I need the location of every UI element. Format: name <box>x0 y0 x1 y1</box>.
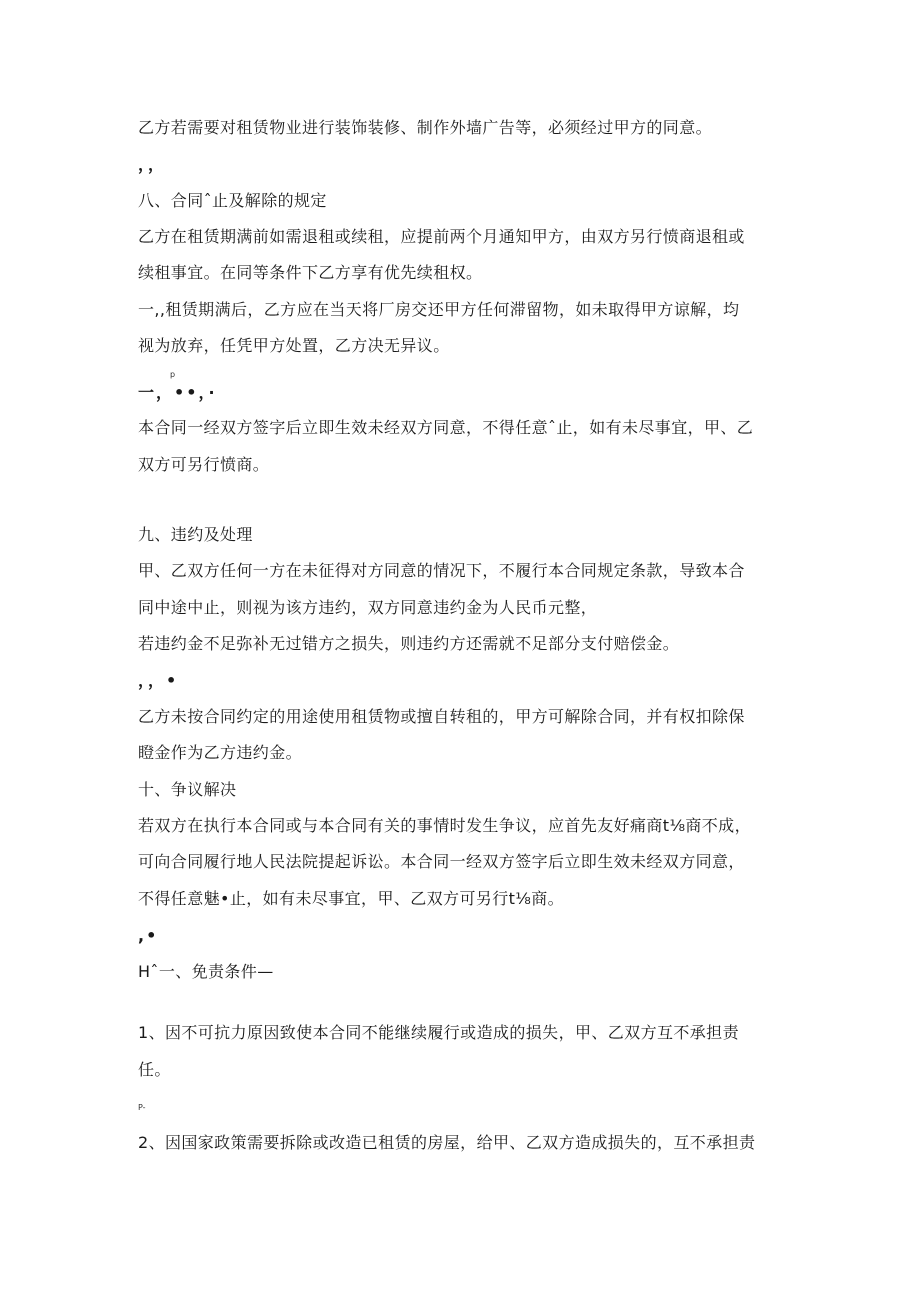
text-line-9: 同中途中止，则视为该方违约，双方同意违约金为人民币元整， <box>138 598 598 617</box>
text-line-3: 续租事宜。在同等条件下乙方享有优先续租权。 <box>138 263 483 282</box>
text-marks-2: 一，••，· <box>138 383 217 402</box>
text-line-17: 任。 <box>138 1060 171 1079</box>
section-heading-11: Hˆ一、免责条件— <box>138 962 274 981</box>
section-heading-8: 八、合同ˆ止及解除的规定 <box>138 191 327 210</box>
text-line-13: 若双方在执行本合同或与本合同有关的事情时发生争议，应首先友好痛商t⅛商不成， <box>138 816 751 835</box>
text-line-5: 视为放弃，任凭甲方处置，乙方决无异议。 <box>138 336 450 355</box>
text-line-18: 2、因国家政策需要拆除或改造已租赁的房屋，给甲、乙双方造成损失的，互不承担责 <box>138 1133 756 1152</box>
text-line-8: 甲、乙双方任何一方在未征得对方同意的情况下，不履行本合同规定条款，导致本合 <box>138 561 745 580</box>
text-marks-1: ，， <box>138 155 167 174</box>
text-line-14: 可向合同履行地人民法院提起诉讼。本合同一经双方签字后立即生效未经双方同意， <box>138 852 745 871</box>
text-line-4: 一,,租赁期满后，乙方应在当天将厂房交还甲方任何滞留物，如未取得甲方谅解，均 <box>138 300 740 319</box>
stray-mark-1: p <box>170 370 176 379</box>
text-line-15: 不得任意魅•止，如有未尽事宜，甲、乙双方可另行t⅛商。 <box>138 889 565 908</box>
text-line-16: 1、因不可抗力原因致使本合同不能继续履行或造成的损失，甲、乙双方互不承担责 <box>138 1023 739 1042</box>
text-line-10: 若违约金不足弥补无过错方之损失，则违约方还需就不足部分支付赔偿金。 <box>138 634 680 653</box>
text-line-12: 瞪金作为乙方违约金。 <box>138 743 303 762</box>
section-heading-10: 十、争议解决 <box>138 780 237 799</box>
text-line-6: 本合同一经双方签字后立即生效未经双方同意，不得任意ˆ止，如有未尽事宜，甲、乙 <box>138 418 754 437</box>
text-line-11: 乙方未按合同约定的用途使用租赁物或擅自转租的，甲方可解除合同，并有权扣除保 <box>138 707 745 726</box>
text-line-1: 乙方若需要对租赁物业进行装饰装修、制作外墙广告等，必须经过甲方的同意。 <box>138 118 713 137</box>
text-line-7: 双方可另行愤商。 <box>138 455 270 474</box>
stray-mark-2: P- <box>138 1103 146 1112</box>
text-marks-4: ,• <box>138 926 159 945</box>
text-line-2: 乙方在租赁期满前如需退租或续租，应提前两个月通知甲方，由双方另行愤商退租或 <box>138 227 745 246</box>
text-marks-3: ，，• <box>138 671 179 690</box>
section-heading-9: 九、违约及处理 <box>138 525 253 544</box>
